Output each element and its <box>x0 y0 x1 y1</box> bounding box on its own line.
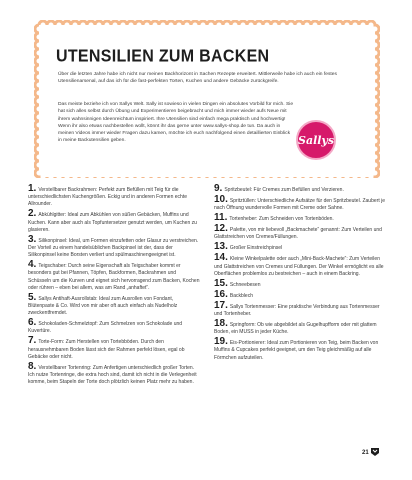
item-text: Abkühlgitter: Ideal zum Abkühlen von süßen Gebäcken, Muffins und Kuchen. Kann aber auch als Topfuntersetzer genutzt werden, um Kuchen zu glasieren. <box>28 212 197 233</box>
intro-paragraph-1: Über die letzten Jahre habe ich nicht nur meinen Backhorizont in Sachen Rezepte erweitert. Mittlerweile habe ich auch ein festes Utensilienarsenal, auf das ich für die fast-perfekten Torten, Kuchen und andere Gebäcke zurückgreife. <box>58 72 337 85</box>
page-number: 21 <box>362 450 369 456</box>
item-text: Eis-Portionierer: Ideal zum Portionieren von Teig, beim Backen von Muffins & Cupcakes perfekt geeignet, um den Teig gleichmäßig auf alle Förmchen aufzuteilen. <box>214 340 379 361</box>
item-text: Sallys Antihaft-Ausrollstab: Ideal zum Ausrollen von Fondant, Blütenpaste & Co. Wird von mir aber oft auch einfach als Nudelholz zweckentfremdet. <box>28 295 178 317</box>
item-text: Verstellbarer Backrahmen: Perfekt zum Befüllen mit Teig für die unterschiedlichsten Kuchengrößen. Eckig und in anderen Formen echte Allrounder. <box>28 187 187 208</box>
utensil-item <box>214 243 389 252</box>
item-number: 10. <box>214 194 228 205</box>
utensil-item <box>214 254 389 278</box>
utensil-item <box>214 225 389 241</box>
item-number: 16. <box>214 288 228 300</box>
utensil-list-right <box>214 185 389 364</box>
item-text: Torte-Form: Zum Herstellen von Tortebböden. Durch den herausnehmbaren Boden lässt sich der Rahmen perfekt lösen, egal ob Gebäcke oder nicht. <box>28 339 185 360</box>
utensil-item <box>28 337 200 361</box>
intro-paragraph-2: Das meiste beziehe ich von Sallys Welt. Sally ist sowieso in vielen Dingen ein absolutes Vorbild für mich. Sie hat sich alles selbst durch Übung und Experimentieren beigebracht und mich immer wieder aufs Neue mit ihrem wahnsinnigen Ideenreichtum inspiriert. Ihre Utensilien sind einfach mega praktisch und hochwertig! Wenn ihr also etwas nachbestellen wollt, könnt ihr das gerne unter www.sallys-shop.de tun. Da auch in meinen Videos immer wieder Fragen dazu kamen, möchte ich euch nachfolgend einen detaillierten Einblick in meine Backutensilien geben. <box>58 102 294 144</box>
item-text: Verstellbarer Tortenring: Zum Anfertigen unterschiedlich großer Torten. Ich nutze Tortenringe, die extra hoch sind, damit ich nicht in die Verlegenheit komme, beim Stapeln der Torte doch plötzlich keinen Platz mehr zu haben. <box>28 364 197 386</box>
item-number: 6. <box>28 317 37 329</box>
corner-shield-icon <box>370 447 380 457</box>
item-number: 13. <box>214 241 228 253</box>
utensil-item <box>214 277 389 289</box>
item-number: 8. <box>28 360 37 372</box>
item-number: 17. <box>214 299 228 311</box>
item-number: 11. <box>214 212 228 224</box>
utensil-item <box>28 319 200 335</box>
item-text: Spritztüllen: Unterschiedliche Aufsätze für den Spritzbeutel. Zaubert je nach Öffnung wundervolle Formen mit Creme oder Sahne. <box>214 198 385 212</box>
item-text: Palette, von mir liebevoll „Backmachete“ genannt: Zum Verteilen und Glattstreichen von Cremes/Füllungen. <box>214 227 382 241</box>
item-number: 2. <box>28 208 37 220</box>
utensil-item <box>28 210 200 234</box>
utensil-item <box>214 338 389 362</box>
utensil-item <box>214 196 389 212</box>
item-number: 1. <box>28 183 37 194</box>
item-text: Schneebesen <box>229 281 261 288</box>
item-text: Tortenheber: Zum Schneiden von Tortenböden. <box>229 216 334 223</box>
utensil-item <box>214 214 389 223</box>
utensil-item <box>28 291 200 318</box>
item-text: Kleine Winkelpalette oder auch „Mini-Back-Machete“: Zum Verteilen und Glattstreichen von Cremes und Füllungen. Der Winkel ermöglicht es alle Oberflächen problemlos zu bestreichen – auch in einem Backring. <box>214 256 384 277</box>
item-number: 12. <box>214 223 228 235</box>
sallys-logo: Sallys <box>296 120 336 160</box>
utensil-item <box>214 299 389 318</box>
item-number: 7. <box>28 335 37 347</box>
item-text: Schokoladen-Schmelztopf: Zum Schmelzen von Schokolade und Kuvertüre. <box>28 321 183 335</box>
item-text: Teigschaber: Durch seine Eigenschaft als Teigschaber kommt er besonders gut bei Pfannen, Töpfen, Backformen, Backrahmen und Schüsseln um die Kurven und eignet sich hervorragend zum Backen, Kochen oder rühren – eben bei allem, was am Rand „anhaftet“. <box>28 263 200 291</box>
item-text: Backblech <box>229 292 253 299</box>
item-text: Springform: Ob wie abgebildet als Gugelhupfform oder mit glattem Boden, ein MUSS in jeder Küche. <box>214 322 377 336</box>
utensil-item <box>214 185 389 194</box>
page-title: UTENSILIEN ZUM BACKEN <box>56 47 270 66</box>
item-number: 3. <box>28 233 37 245</box>
item-number: 15. <box>214 277 228 289</box>
utensil-item <box>214 288 389 300</box>
utensil-list-left <box>28 185 200 388</box>
item-number: 14. <box>214 252 228 264</box>
item-text: Großer Einstreichpinsel <box>229 245 283 252</box>
utensil-item <box>28 233 200 260</box>
item-number: 18. <box>214 318 228 330</box>
item-text: Silikonpinsel: Ideal, um Formen einzufetten oder Glasur zu verstreichen. Der Vorteil zu einem handelsüblichen Backpinsel ist der, dass der Silikonpinsel keine Borsten verliert und spülmaschinengeeignet ist. <box>28 237 199 259</box>
item-number: 19. <box>214 336 228 348</box>
item-number: 4. <box>28 259 37 271</box>
utensil-item <box>28 360 200 387</box>
item-number: 5. <box>28 291 37 303</box>
item-number: 9. <box>214 183 223 194</box>
item-text: Spritzbeutel: Für Cremes zum Befüllen und Verzieren. <box>224 187 344 193</box>
utensil-item <box>214 320 389 336</box>
item-text: Sallys Tortenmesser: Eine praktische Verbindung aus Tortenmesser und Tortenheber. <box>214 303 380 318</box>
utensil-item <box>28 261 200 292</box>
utensil-item <box>28 185 200 209</box>
